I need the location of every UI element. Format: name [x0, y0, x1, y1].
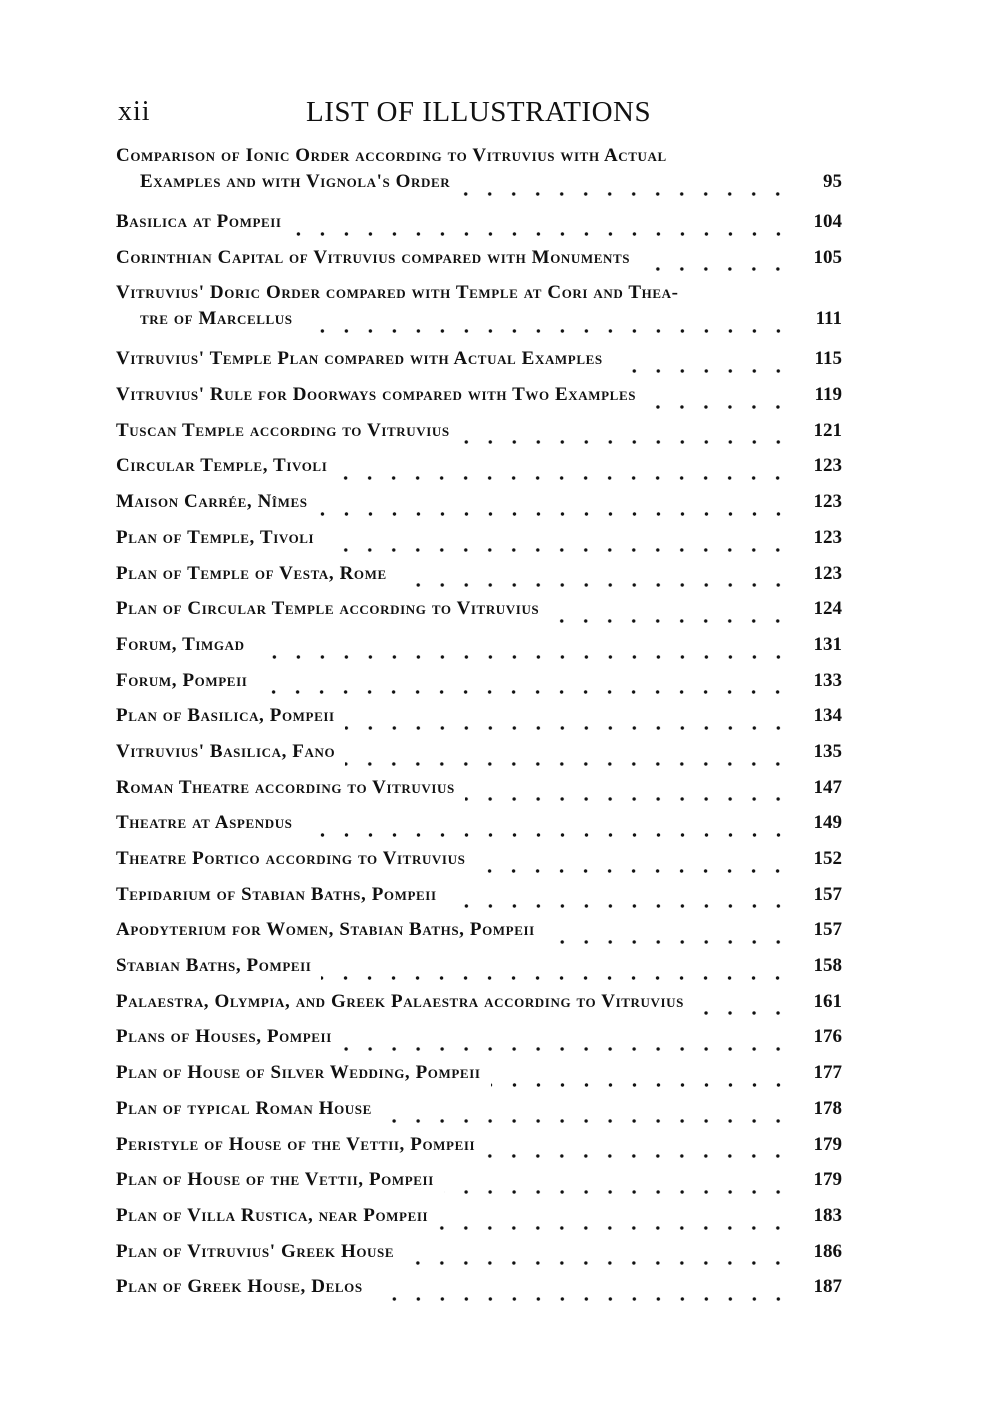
- entry-title: Plan of Temple of Vesta, Rome: [116, 563, 391, 584]
- dot-leader: [342, 1047, 790, 1051]
- entry-title: Forum, Timgad: [116, 634, 249, 655]
- entry-page-number: 95: [823, 171, 842, 192]
- entry-page-number: 179: [813, 1133, 842, 1155]
- dot-leader: [694, 1011, 790, 1015]
- dot-leader: [397, 583, 790, 587]
- entry-title: Corinthian Capital of Vitruvius compared with Monuments: [116, 247, 634, 268]
- entry-page-number: 183: [813, 1204, 842, 1226]
- dot-leader: [255, 655, 790, 659]
- entry-title: Forum, Pompeii: [116, 670, 251, 691]
- entry-title: Plan of typical Roman House: [116, 1098, 376, 1119]
- list-item: [116, 917, 842, 953]
- entry-title: Plan of Basilica, Pompeii: [116, 705, 339, 726]
- dot-leader: [404, 1261, 790, 1265]
- list-item: [116, 632, 842, 668]
- entry-page-number: 157: [813, 883, 842, 905]
- entry-page-number: 133: [813, 669, 842, 691]
- entry-page-number: 121: [813, 419, 842, 441]
- entry-title: Palaestra, Olympia, and Greek Palaestra according to Vitruvius: [116, 991, 688, 1012]
- list-item: [116, 810, 842, 846]
- entry-page-number: 147: [813, 776, 842, 798]
- entry-title: Stabian Baths, Pompeii: [116, 955, 315, 976]
- dot-leader: [257, 690, 790, 694]
- list-item: [116, 453, 842, 489]
- entry-title: Circular Temple, Tivoli: [116, 455, 331, 476]
- dot-leader: [345, 762, 790, 766]
- list-item: [116, 1132, 842, 1168]
- entry-title: Plan of Circular Temple according to Vitruvius: [116, 598, 543, 619]
- list-item: [116, 245, 842, 281]
- entry-page-number: 123: [813, 562, 842, 584]
- list-item: [116, 280, 842, 342]
- dot-leader: [444, 1190, 790, 1194]
- dot-leader: [646, 405, 790, 409]
- dot-leader: [485, 1154, 790, 1158]
- entry-page-number: 179: [813, 1169, 842, 1191]
- dot-leader: [373, 1297, 790, 1301]
- dot-leader: [292, 232, 790, 236]
- list-item: [116, 1274, 842, 1310]
- dot-leader: [613, 369, 790, 373]
- entry-page-number: 115: [814, 348, 842, 370]
- entry-page-number: 158: [813, 955, 842, 977]
- entry-title: Vitruvius' Basilica, Fano: [116, 741, 339, 762]
- list-item: [116, 525, 842, 561]
- entry-page-number: 152: [813, 848, 842, 869]
- entry-page-number: 161: [813, 990, 842, 1012]
- entry-title: Theatre Portico according to Vitruvius: [116, 848, 469, 869]
- dot-leader: [491, 1083, 790, 1087]
- entry-page-number: 123: [813, 491, 842, 513]
- entry-title-line-2: tre of Marcellus: [140, 308, 293, 330]
- list-item: [116, 561, 842, 597]
- list-item: [116, 143, 842, 205]
- entry-page-number: 111: [815, 308, 842, 330]
- list-item: [116, 1239, 842, 1275]
- dot-leader: [438, 1226, 790, 1230]
- entry-title: Plans of Houses, Pompeii: [116, 1026, 336, 1047]
- entry-page-number: 104: [813, 211, 842, 232]
- entry-page-number: 176: [813, 1026, 842, 1048]
- list-item: [116, 703, 842, 739]
- entry-page-number: 134: [813, 705, 842, 727]
- list-item: [116, 989, 842, 1025]
- entry-title: Maison Carrée, Nîmes: [116, 491, 312, 512]
- entry-page-number: 186: [813, 1240, 842, 1262]
- entry-title: Vitruvius' Temple Plan compared with Actual Examples: [116, 348, 607, 369]
- list-item: [116, 846, 842, 882]
- entry-title: Vitruvius' Rule for Doorways compared with Two Examples: [116, 384, 640, 405]
- list-item: [116, 1096, 842, 1132]
- list-item: [116, 882, 842, 918]
- entry-page-number: 131: [813, 633, 842, 655]
- dot-leader: [465, 797, 790, 801]
- list-item: [116, 418, 842, 454]
- illustrations-list: [116, 143, 842, 1310]
- dot-leader: [345, 726, 790, 730]
- list-item: [116, 953, 842, 989]
- dot-leader: [324, 548, 790, 552]
- list-item: [116, 1060, 842, 1096]
- entry-page-number: 119: [814, 384, 842, 406]
- list-item: [116, 596, 842, 632]
- dot-leader: [303, 329, 790, 333]
- entry-title: Basilica at Pompeii: [116, 211, 286, 232]
- entry-page-number: 105: [813, 246, 842, 268]
- dot-leader: [549, 619, 790, 623]
- dot-leader: [545, 940, 790, 944]
- list-item: [116, 775, 842, 811]
- entry-page-number: 157: [813, 919, 842, 941]
- list-item: [116, 668, 842, 704]
- entry-title: Plan of House of Silver Wedding, Pompeii: [116, 1062, 485, 1083]
- list-item: [116, 1167, 842, 1203]
- entry-title: Tuscan Temple according to Vitruvius: [116, 420, 454, 441]
- entry-title: Tepidarium of Stabian Baths, Pompeii: [116, 884, 441, 905]
- dot-leader: [475, 869, 790, 873]
- entry-title: Roman Theatre according to Vitruvius: [116, 777, 459, 798]
- entry-page-number: 177: [813, 1062, 842, 1084]
- entry-title: Plan of Temple, Tivoli: [116, 527, 318, 548]
- dot-leader: [460, 192, 790, 196]
- entry-title: Plan of Greek House, Delos: [116, 1276, 367, 1297]
- entry-title: Plan of Villa Rustica, near Pompeii: [116, 1205, 432, 1226]
- entry-title: Theatre at Aspendus: [116, 812, 297, 833]
- entry-title: Apodyterium for Women, Stabian Baths, Pompeii: [116, 919, 539, 940]
- entry-title-line-1: Vitruvius' Doric Order compared with Temple at Cori and Thea-: [116, 282, 679, 304]
- list-item: [116, 382, 842, 418]
- entry-page-number: 124: [813, 598, 842, 620]
- entry-page-number: 135: [813, 740, 842, 762]
- dot-leader: [447, 904, 790, 908]
- list-item: [116, 1024, 842, 1060]
- entry-title: Peristyle of House of the Vettii, Pompeii: [116, 1134, 479, 1155]
- entry-title-line-1: Comparison of Ionic Order according to Vitruvius with Actual: [116, 145, 667, 166]
- dot-leader: [303, 833, 790, 837]
- entry-title-line-2: Examples and with Vignola's Order: [140, 171, 451, 192]
- dot-leader: [460, 440, 790, 444]
- entry-page-number: 178: [813, 1097, 842, 1119]
- dot-leader: [640, 267, 790, 271]
- entry-page-number: 149: [813, 812, 842, 834]
- entry-page-number: 187: [813, 1276, 842, 1298]
- list-item: [116, 209, 842, 245]
- dot-leader: [382, 1119, 790, 1123]
- list-item: [116, 1203, 842, 1239]
- entry-title: Plan of House of the Vettii, Pompeii: [116, 1169, 438, 1190]
- list-item: [116, 489, 842, 525]
- page-folio: xii: [118, 96, 151, 127]
- page-title: LIST OF ILLUSTRATIONS: [306, 96, 652, 128]
- list-item: [116, 346, 842, 382]
- entry-title: Plan of Vitruvius' Greek House: [116, 1241, 398, 1262]
- dot-leader: [337, 476, 790, 480]
- dot-leader: [318, 512, 790, 516]
- list-item: [116, 739, 842, 775]
- dot-leader: [321, 976, 790, 980]
- entry-page-number: 123: [813, 455, 842, 477]
- entry-page-number: 123: [813, 526, 842, 548]
